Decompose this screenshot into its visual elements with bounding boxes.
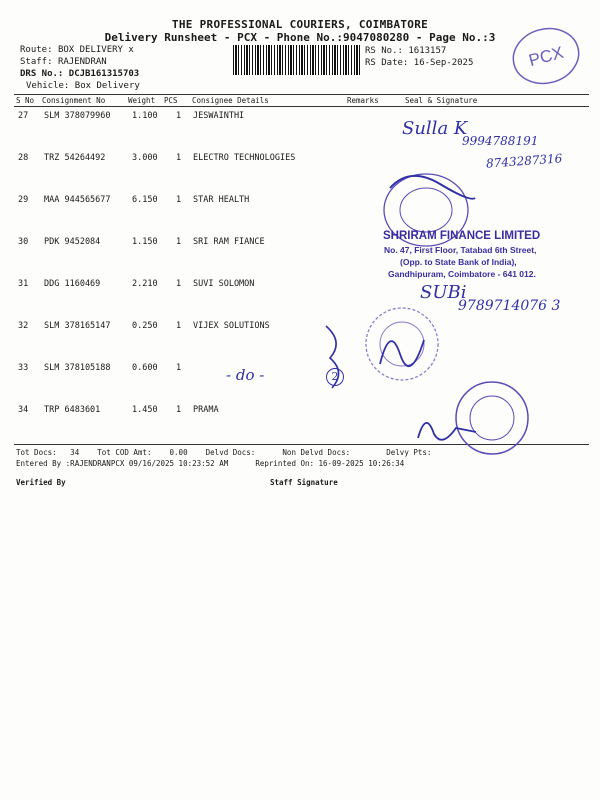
cell-weight: 1.450 (132, 405, 158, 415)
cell-weight: 2.210 (132, 279, 158, 289)
drs-value: DCJB161315703 (68, 69, 140, 79)
col-sno: S No (16, 96, 35, 105)
prama-signature (412, 408, 482, 448)
handwritten-phone-1: 9994788191 (462, 134, 539, 148)
verified-by-label: Verified By (16, 478, 66, 487)
cell-sno: 27 (18, 111, 29, 121)
cell-pcs: 1 (176, 405, 182, 415)
barcode (233, 45, 361, 75)
rs-no-value: 1613157 (408, 46, 447, 56)
route-value: BOX DELIVERY x (57, 45, 134, 55)
staff-value: RAJENDRAN (57, 57, 107, 67)
entered-by-line: Entered By :RAJENDRANPCX 09/16/2025 10:23:52 AM Reprinted On: 16-09-2025 10:26:34 (16, 459, 405, 468)
cell-sno: 31 (18, 279, 29, 289)
vehicle-label: Vehicle: (26, 81, 70, 91)
shriram-stamp-line3: Gandhipuram, Coimbatore - 641 012. (388, 269, 536, 279)
cell-sno: 28 (18, 153, 29, 163)
shriram-stamp-line1: No. 47, First Floor, Tatabad 6th Street, (384, 245, 537, 255)
cell-consignment: SLM 378165147 (44, 321, 111, 331)
cell-consignee: STAR HEALTH (193, 195, 250, 205)
vehicle-line (26, 81, 140, 91)
cell-consignment: TRP 6483601 (44, 405, 101, 415)
cell-pcs: 1 (176, 363, 182, 373)
cell-pcs: 1 (176, 153, 182, 163)
cell-weight: 0.250 (132, 321, 158, 331)
header-top-rule (14, 94, 589, 95)
route-line (20, 45, 134, 55)
handwritten-ditto: - do - (226, 366, 265, 384)
drs-line (20, 69, 139, 79)
cell-consignee: ELECTRO TECHNOLOGIES (193, 153, 296, 163)
cell-sno: 30 (18, 237, 29, 247)
cell-consignee: SUVI SOLOMON (193, 279, 255, 289)
staff-line (20, 57, 107, 67)
cell-pcs: 1 (176, 279, 182, 289)
cell-consignee: PRAMA (193, 405, 219, 415)
cell-sno: 32 (18, 321, 29, 331)
route-label: Route: (20, 45, 53, 55)
cell-weight: 6.150 (132, 195, 158, 205)
cell-consignee: SRI RAM FIANCE (193, 237, 265, 247)
cell-consignment: SLM 378105188 (44, 363, 111, 373)
col-consignment: Consignment No (42, 96, 106, 105)
rs-date-label: RS Date: (365, 58, 409, 68)
cell-pcs: 1 (176, 321, 182, 331)
col-pcs: PCS (164, 96, 178, 105)
header-bottom-rule (14, 106, 589, 107)
vijex-round-seal (360, 304, 446, 384)
cell-sno: 34 (18, 405, 29, 415)
cell-consignment: TRZ 54264492 (44, 153, 106, 163)
cell-pcs: 1 (176, 111, 182, 121)
col-seal-signature: Seal & Signature (405, 96, 478, 105)
handwritten-phone-3: 9789714076 3 (458, 298, 561, 314)
rs-date-value: 16-Sep-2025 (413, 58, 474, 68)
cell-sno: 33 (18, 363, 29, 373)
rs-date-line (365, 58, 473, 68)
cell-weight: 1.100 (132, 111, 158, 121)
cell-consignment: DDG 1160469 (44, 279, 101, 289)
cell-consignment: MAA 944565677 (44, 195, 111, 205)
totals-line: Tot Docs: 34 Tot COD Amt: 0.00 Delvd Docs: Non Delvd Docs: Delvy Pts: (16, 448, 432, 457)
cell-weight: 1.150 (132, 237, 158, 247)
runsheet-title: Delivery Runsheet - PCX - Phone No.:9047080280 - Page No.:3 (104, 31, 496, 44)
cell-consignment: PDK 9452084 (44, 237, 101, 247)
col-weight: Weight (128, 96, 156, 105)
handwritten-name-subi: SUBi (420, 282, 467, 303)
cell-consignee: JESWAINTHI (193, 111, 245, 121)
cell-pcs: 1 (176, 237, 182, 247)
cell-consignment: SLM 378079960 (44, 111, 111, 121)
company-title: THE PROFESSIONAL COURIERS, COIMBATORE (171, 18, 429, 31)
cell-weight: 0.600 (132, 363, 158, 373)
staff-label: Staff: (20, 57, 53, 67)
cell-consignee: VIJEX SOLUTIONS (193, 321, 270, 331)
shriram-stamp-line2: (Opp. to State Bank of India), (400, 257, 517, 267)
pcx-stamp (508, 24, 584, 88)
drs-label: DRS No.: (20, 69, 64, 79)
col-consignee: Consignee Details (192, 96, 269, 105)
circled-number: 2 (326, 368, 344, 386)
rs-no-label: RS No.: (365, 46, 403, 56)
cell-pcs: 1 (176, 195, 182, 205)
handwritten-phone-2: 8743287316 (485, 151, 563, 171)
shriram-stamp-title: SHRIRAM FINANCE LIMITED (383, 230, 541, 242)
cell-sno: 29 (18, 195, 29, 205)
handwritten-signature-1: Sulla K (402, 118, 468, 139)
col-remarks: Remarks (347, 96, 379, 105)
staff-signature-label: Staff Signature (270, 478, 338, 487)
vehicle-value: Box Delivery (74, 81, 140, 91)
pcx-stamp-text: PCX (526, 42, 566, 71)
cell-weight: 3.000 (132, 153, 158, 163)
rs-no-line (365, 46, 446, 56)
